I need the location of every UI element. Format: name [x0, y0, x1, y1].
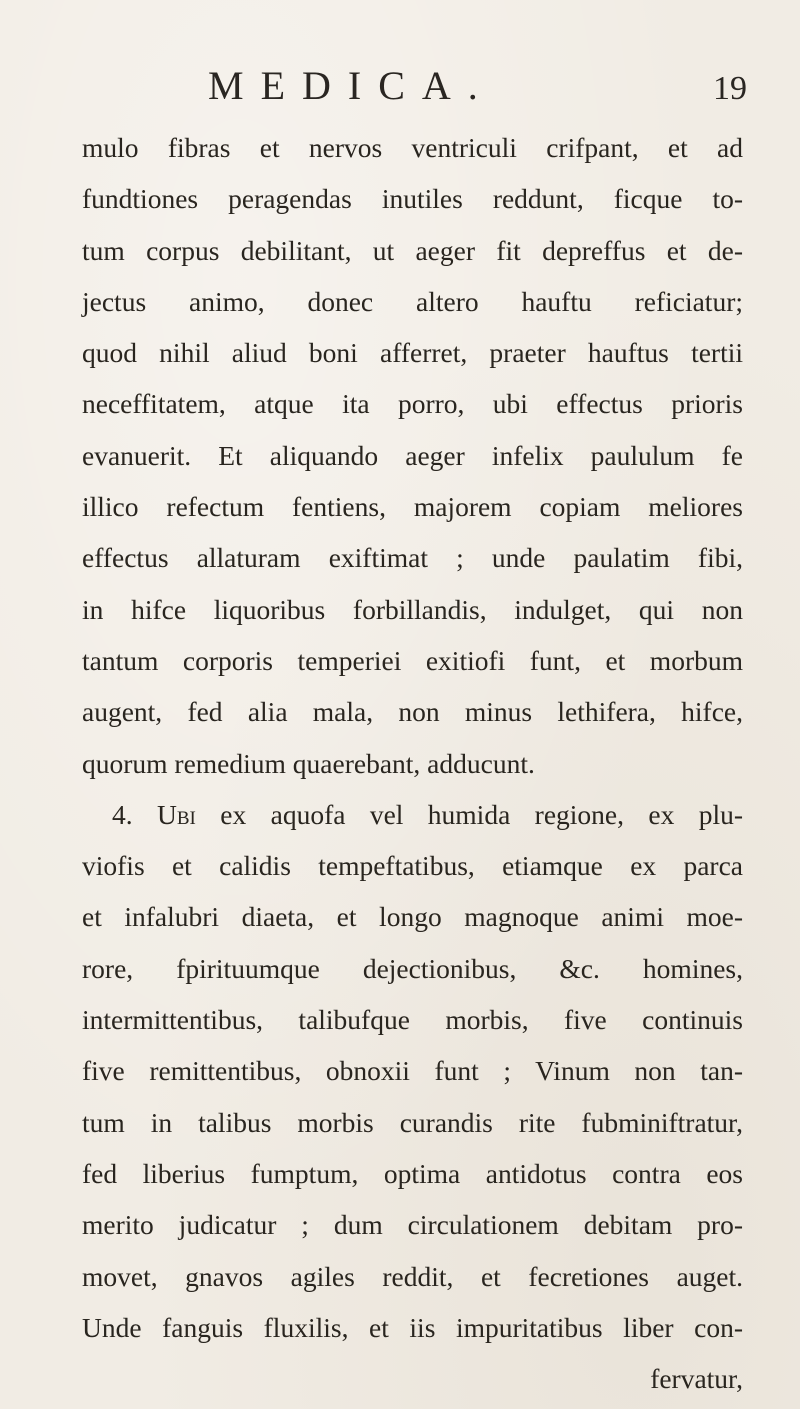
text-line-paragraph-end: quorum remedium quaerebant, adducunt. [82, 747, 535, 779]
text-line: tantum corporis temperiei exitiofi funt, et morbum [82, 644, 743, 676]
paragraph-lead-word: Ubi [157, 798, 196, 830]
text-line: jectus animo, donec altero hauftu reficiatur; [82, 285, 743, 317]
text-line: quod nihil aliud boni afferret, praeter hauftus tertii [82, 337, 743, 369]
text-line: merito judicatur ; dum circulationem debitam pro- [82, 1209, 743, 1241]
text-line: et infalubri diaeta, et longo magnoque animi moe- [82, 901, 743, 933]
text-line: illico refectum fentiens, majorem copiam meliores [82, 491, 743, 523]
text-line: rore, fpirituumque dejectionibus, &c. homines, [82, 952, 743, 984]
paragraph-opening-line [82, 789, 743, 840]
paragraph-number: 4. [112, 798, 133, 830]
running-title: MEDICA. [208, 63, 495, 108]
text-line: augent, fed alia mala, non minus lethifera, hifce, [82, 696, 743, 728]
catchword: fervatur, [650, 1363, 743, 1395]
text-line: fundtiones peragendas inutiles reddunt, ficque to- [82, 183, 743, 215]
page-number: 19 [713, 70, 747, 107]
text-line: viofis et calidis tempeftatibus, etiamque ex parca [82, 850, 743, 882]
text-line: tum in talibus morbis curandis rite fubminiftratur, [82, 1106, 743, 1138]
running-head [0, 62, 800, 122]
text-line: five remittentibus, obnoxii funt ; Vinum non tan- [82, 1055, 743, 1087]
text-line: mulo fibras et nervos ventriculi crifpant, et ad [82, 132, 743, 163]
text-line: neceffitatem, atque ita porro, ubi effectus prioris [82, 388, 743, 420]
text-line: effectus allaturam exiftimat ; unde paulatim fibi, [82, 542, 743, 574]
text-line: in hifce liquoribus forbillandis, indulget, qui non [82, 593, 743, 625]
text-line: movet, gnavos agiles reddit, et fecretiones auget. [82, 1260, 743, 1292]
body-text [82, 122, 743, 1404]
text-line: intermittentibus, talibufque morbis, five continuis [82, 1004, 743, 1036]
text-line: Unde fanguis fluxilis, et iis impuritatibus liber con- [82, 1311, 743, 1343]
text-line: tum corpus debilitant, ut aeger fit depreffus et de- [82, 234, 743, 266]
text-line: fed liberius fumptum, optima antidotus contra eos [82, 1157, 743, 1189]
paragraph-first-line-text: ex aquofa vel humida regione, ex plu- [220, 798, 744, 830]
text-line: evanuerit. Et aliquando aeger infelix paululum fe [82, 439, 743, 471]
